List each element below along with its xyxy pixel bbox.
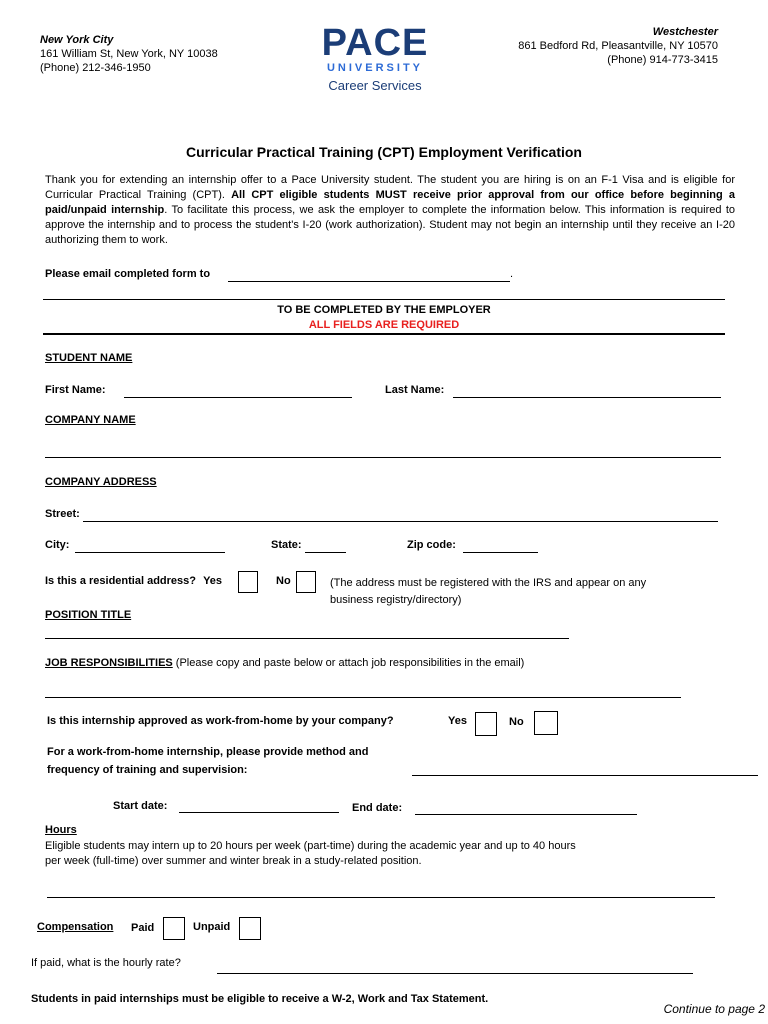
job-responsibilities-heading: JOB RESPONSIBILITIES	[45, 657, 173, 669]
w2-notice: Students in paid internships must be eligible to receive a W-2, Work and Tax Statement.	[31, 993, 489, 1005]
residential-note-line2: business registry/directory)	[330, 594, 462, 606]
residential-note-line1: (The address must be registered with the IRS and appear on any	[330, 577, 647, 589]
job-responsibilities-note: (Please copy and paste below or attach job responsibilities in the email)	[172, 657, 525, 669]
nyc-city: New York City	[40, 34, 114, 46]
position-title-input[interactable]	[45, 624, 569, 639]
intro-text-1: Thank you for extending an internship offer to a Pace University student. The student you are hiring is on an F-1 Visa and is eligible for Curricular Practical Training (CPT).	[45, 174, 735, 201]
paid-checkbox[interactable]	[163, 917, 185, 940]
job-responsibilities-row	[45, 657, 524, 669]
start-date-input[interactable]	[179, 798, 339, 813]
email-label: Please email completed form to	[45, 268, 211, 280]
hours-line1: Eligible students may intern up to 20 hours per week (part-time) during the academic year and up to 40 hours	[45, 840, 576, 852]
hourly-rate-input[interactable]	[217, 959, 693, 974]
position-title-heading: POSITION TITLE	[45, 609, 132, 621]
wfh-no-checkbox[interactable]	[534, 711, 558, 735]
residential-yes-label: Yes	[203, 575, 223, 587]
start-date-label: Start date:	[113, 800, 168, 812]
hourly-rate-question: If paid, what is the hourly rate?	[31, 957, 181, 969]
email-period: .	[510, 268, 514, 280]
street-label: Street:	[45, 508, 80, 520]
paid-label: Paid	[131, 922, 155, 934]
end-date-input[interactable]	[415, 800, 637, 815]
hours-description	[45, 839, 576, 869]
company-address-heading: COMPANY ADDRESS	[45, 476, 157, 488]
page-title: Curricular Practical Training (CPT) Employment Verification	[186, 144, 582, 160]
logo-university-text: UNIVERSITY	[326, 62, 423, 74]
logo-pace-text: PACE	[321, 22, 429, 64]
wfh-method-line1: For a work-from-home internship, please provide method and	[47, 746, 369, 758]
westchester-street: 861 Bedford Rd, Pleasantville, NY 10570	[518, 40, 718, 52]
residential-yes-checkbox[interactable]	[238, 571, 258, 593]
employer-heading: TO BE COMPLETED BY THE EMPLOYER	[277, 304, 491, 316]
section-divider-top	[43, 299, 725, 300]
intro-bold-text: All CPT eligible students MUST receive prior approval from our office before beginning a paid/unpaid internship	[45, 189, 736, 216]
job-responsibilities-input[interactable]	[45, 683, 681, 698]
wfh-no-label: No	[509, 716, 524, 728]
wfh-method-input[interactable]	[412, 761, 758, 776]
zip-label: Zip code:	[407, 539, 456, 551]
residential-question-text: Is this a residential address?	[45, 575, 197, 587]
residential-question	[45, 575, 222, 587]
nyc-street: 161 William St, New York, NY 10038	[40, 48, 218, 60]
unpaid-checkbox[interactable]	[239, 917, 261, 940]
first-name-label: First Name:	[45, 384, 106, 396]
hours-line2: per week (full-time) over summer and winter break in a study-related position.	[45, 855, 422, 867]
last-name-label: Last Name:	[385, 384, 445, 396]
residential-no-checkbox[interactable]	[296, 571, 316, 593]
unpaid-label: Unpaid	[193, 921, 231, 933]
end-date-label: End date:	[352, 802, 403, 814]
westchester-city: Westchester	[652, 26, 718, 38]
state-input[interactable]	[305, 538, 346, 553]
zip-input[interactable]	[463, 538, 538, 553]
westchester-address-block	[518, 25, 718, 67]
email-input[interactable]	[228, 267, 510, 282]
wfh-method-line2: frequency of training and supervision:	[47, 764, 248, 776]
street-input[interactable]	[83, 507, 718, 522]
wfh-question: Is this internship approved as work-from-home by your company?	[47, 715, 394, 727]
student-name-heading: STUDENT NAME	[45, 352, 133, 364]
city-input[interactable]	[75, 538, 225, 553]
continue-note: Continue to page 2	[663, 1002, 765, 1016]
required-notice: ALL FIELDS ARE REQUIRED	[308, 319, 460, 331]
last-name-input[interactable]	[453, 383, 721, 398]
wfh-yes-label: Yes	[448, 715, 467, 727]
compensation-heading: Compensation	[37, 921, 114, 933]
wfh-yes-checkbox[interactable]	[475, 712, 497, 736]
pace-logo	[300, 24, 450, 93]
residential-no-label: No	[276, 575, 291, 587]
intro-paragraph	[45, 173, 735, 248]
hours-heading: Hours	[45, 824, 77, 836]
westchester-phone: (Phone) 914-773-3415	[607, 54, 718, 66]
wfh-method-label	[47, 743, 369, 779]
company-name-heading: COMPANY NAME	[45, 414, 136, 426]
nyc-address-block	[40, 33, 218, 75]
company-name-input[interactable]	[45, 443, 721, 458]
first-name-input[interactable]	[124, 383, 352, 398]
nyc-phone: (Phone) 212-346-1950	[40, 62, 151, 74]
residential-note	[330, 575, 646, 609]
city-label: City:	[45, 539, 70, 551]
logo-career-services: Career Services	[328, 78, 422, 93]
hours-input[interactable]	[47, 883, 715, 898]
intro-text-2: . To facilitate this process, we ask the employer to complete the information below. This information is required to approve the internship and to process the student's I-20 (work authorization). Student may not begin an internship until they receive an I-20 authorizing them to work.	[45, 204, 735, 246]
section-divider-bottom	[43, 333, 725, 335]
state-label: State:	[271, 539, 302, 551]
